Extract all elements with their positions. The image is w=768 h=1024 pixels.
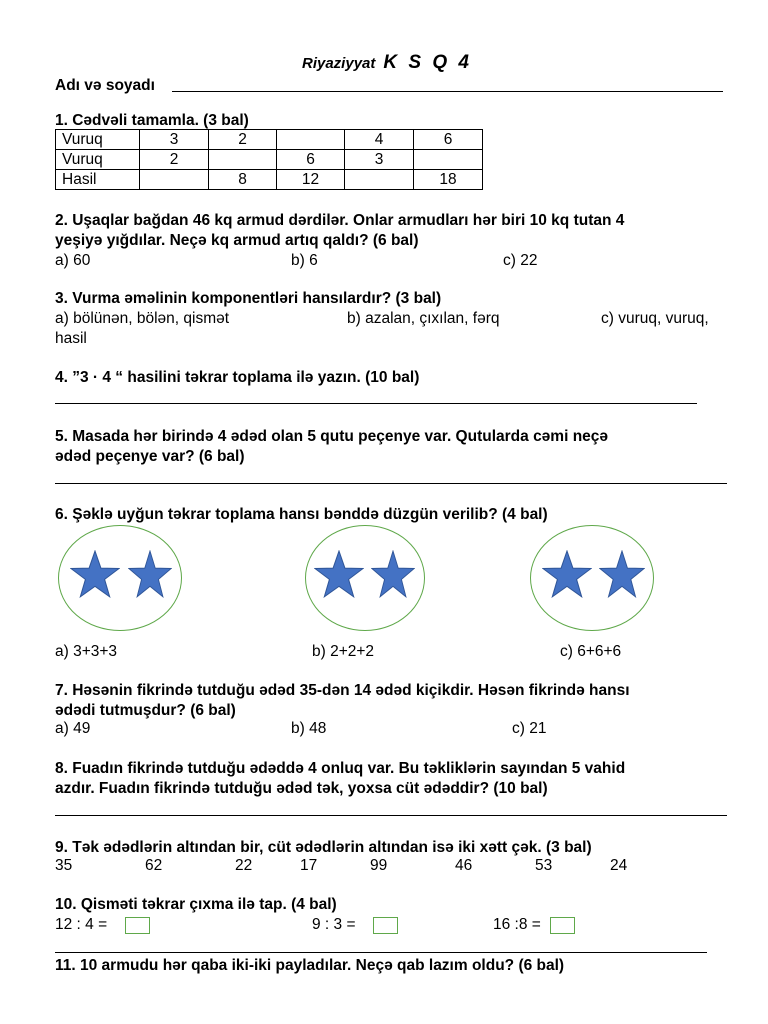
q6-line1: 6. Şəklə uyğun təkrar toplama hansı bənddə düzgün verilib? (4 bal) xyxy=(55,506,548,523)
q5-line2: ədəd peçenye var? (6 bal) xyxy=(55,448,245,465)
q9-number[interactable]: 46 xyxy=(455,857,473,874)
q2-option-c[interactable]: c) 22 xyxy=(503,252,538,269)
q2-option-a[interactable]: a) 60 xyxy=(55,252,91,269)
table-cell: 3 xyxy=(345,150,414,170)
star-icon xyxy=(128,550,172,598)
q6-option-a[interactable]: a) 3+3+3 xyxy=(55,643,118,660)
table-cell: 6 xyxy=(414,130,483,150)
q3-option-a[interactable]: a) bölünən, bölən, qismət xyxy=(55,310,230,327)
q7-line1: 7. Həsənin fikrində tutduğu ədəd 35-dən 14 ədəd kiçikdir. Həsən fikrində hansı xyxy=(55,682,630,699)
q6-option-b[interactable]: b) 2+2+2 xyxy=(312,643,375,660)
table-cell: 2 xyxy=(140,150,209,170)
table-cell: Hasil xyxy=(56,170,140,190)
name-answer-line[interactable] xyxy=(172,91,723,92)
q4-answer-line[interactable] xyxy=(55,403,697,404)
q2-option-b[interactable]: b) 6 xyxy=(291,252,318,269)
q9-number[interactable]: 62 xyxy=(145,857,163,874)
q11-line1: 11. 10 armudu hər qaba iki-iki payladılar. Neçə qab lazım oldu? (6 bal) xyxy=(55,957,565,974)
star-icon xyxy=(542,550,592,598)
table-cell: 6 xyxy=(277,150,345,170)
q3-option-c-cont: hasil xyxy=(55,330,87,347)
table-cell[interactable] xyxy=(277,130,345,150)
q3-option-b[interactable]: b) azalan, çıxılan, fərq xyxy=(347,310,500,327)
q9-number[interactable]: 99 xyxy=(370,857,388,874)
q5-answer-line[interactable] xyxy=(55,483,727,484)
table-cell: 8 xyxy=(209,170,277,190)
table-cell[interactable] xyxy=(345,170,414,190)
q9-number[interactable]: 24 xyxy=(610,857,628,874)
table-cell: Vuruq xyxy=(56,150,140,170)
star-icon xyxy=(314,550,364,598)
table-cell: 4 xyxy=(345,130,414,150)
q7-option-b[interactable]: b) 48 xyxy=(291,720,327,737)
star-icon xyxy=(599,550,645,598)
q9-number[interactable]: 35 xyxy=(55,857,73,874)
q9-line1: 9. Tək ədədlərin altından bir, cüt ədədlərin altından isə iki xətt çək. (3 bal) xyxy=(55,839,592,856)
q10-line1: 10. Qisməti təkrar çıxma ilə tap. (4 bal) xyxy=(55,896,337,913)
star-icon xyxy=(371,550,415,598)
q7-line2: ədədi tutmuşdur? (6 bal) xyxy=(55,702,236,719)
star-icon xyxy=(70,550,120,598)
q3-line1: 3. Vurma əməlinin komponentləri hansılardır? (3 bal) xyxy=(55,290,442,307)
q10-expression-2: 9 : 3 = xyxy=(312,916,356,933)
q9-number[interactable]: 53 xyxy=(535,857,553,874)
page-title xyxy=(302,53,472,73)
table-cell: 3 xyxy=(140,130,209,150)
table-row xyxy=(56,150,483,170)
q9-number[interactable]: 17 xyxy=(300,857,318,874)
q10-answer-line[interactable] xyxy=(55,952,707,953)
table-cell: 18 xyxy=(414,170,483,190)
table-cell: 12 xyxy=(277,170,345,190)
q9-number[interactable]: 22 xyxy=(235,857,253,874)
q2-line2: yeşiyə yığdılar. Neçə kq armud artıq qaldı? (6 bal) xyxy=(55,232,419,249)
q10-expression-3: 16 :8 = xyxy=(493,916,541,933)
table-cell: 2 xyxy=(209,130,277,150)
q7-option-a[interactable]: a) 49 xyxy=(55,720,91,737)
q1-heading: 1. Cədvəli tamamla. (3 bal) xyxy=(55,112,249,129)
q7-option-c[interactable]: c) 21 xyxy=(512,720,547,737)
q6-option-c[interactable]: c) 6+6+6 xyxy=(560,643,622,660)
table-row xyxy=(56,170,483,190)
test-code: K S Q 4 xyxy=(383,52,472,73)
q3-option-c[interactable]: c) vuruq, vuruq, xyxy=(601,310,709,327)
table-cell: Vuruq xyxy=(56,130,140,150)
table-cell[interactable] xyxy=(140,170,209,190)
table-row xyxy=(56,130,483,150)
subject-title: Riyaziyyat xyxy=(302,55,376,72)
table-cell[interactable] xyxy=(414,150,483,170)
q10-expression-1: 12 : 4 = xyxy=(55,916,108,933)
q10-answer-box-1[interactable] xyxy=(125,917,150,934)
q4-line1: 4. ”3 · 4 “ hasilini təkrar toplama ilə yazın. (10 bal) xyxy=(55,369,420,386)
q8-line1: 8. Fuadın fikrində tutduğu ədəddə 4 onluq var. Bu təkliklərin sayından 5 vahid xyxy=(55,760,626,777)
q10-answer-box-2[interactable] xyxy=(373,917,398,934)
table-cell[interactable] xyxy=(209,150,277,170)
q1-table xyxy=(55,129,483,190)
q5-line1: 5. Masada hər birində 4 ədəd olan 5 qutu peçenye var. Qutularda cəmi neçə xyxy=(55,428,609,445)
name-label: Adı və soyadı xyxy=(55,77,155,94)
q8-answer-line[interactable] xyxy=(55,815,727,816)
q8-line2: azdır. Fuadın fikrində tutduğu ədəd tək, yoxsa cüt ədəddir? (10 bal) xyxy=(55,780,548,797)
q2-line1: 2. Uşaqlar bağdan 46 kq armud dərdilər. Onlar armudları hər biri 10 kq tutan 4 xyxy=(55,212,625,229)
q10-answer-box-3[interactable] xyxy=(550,917,575,934)
